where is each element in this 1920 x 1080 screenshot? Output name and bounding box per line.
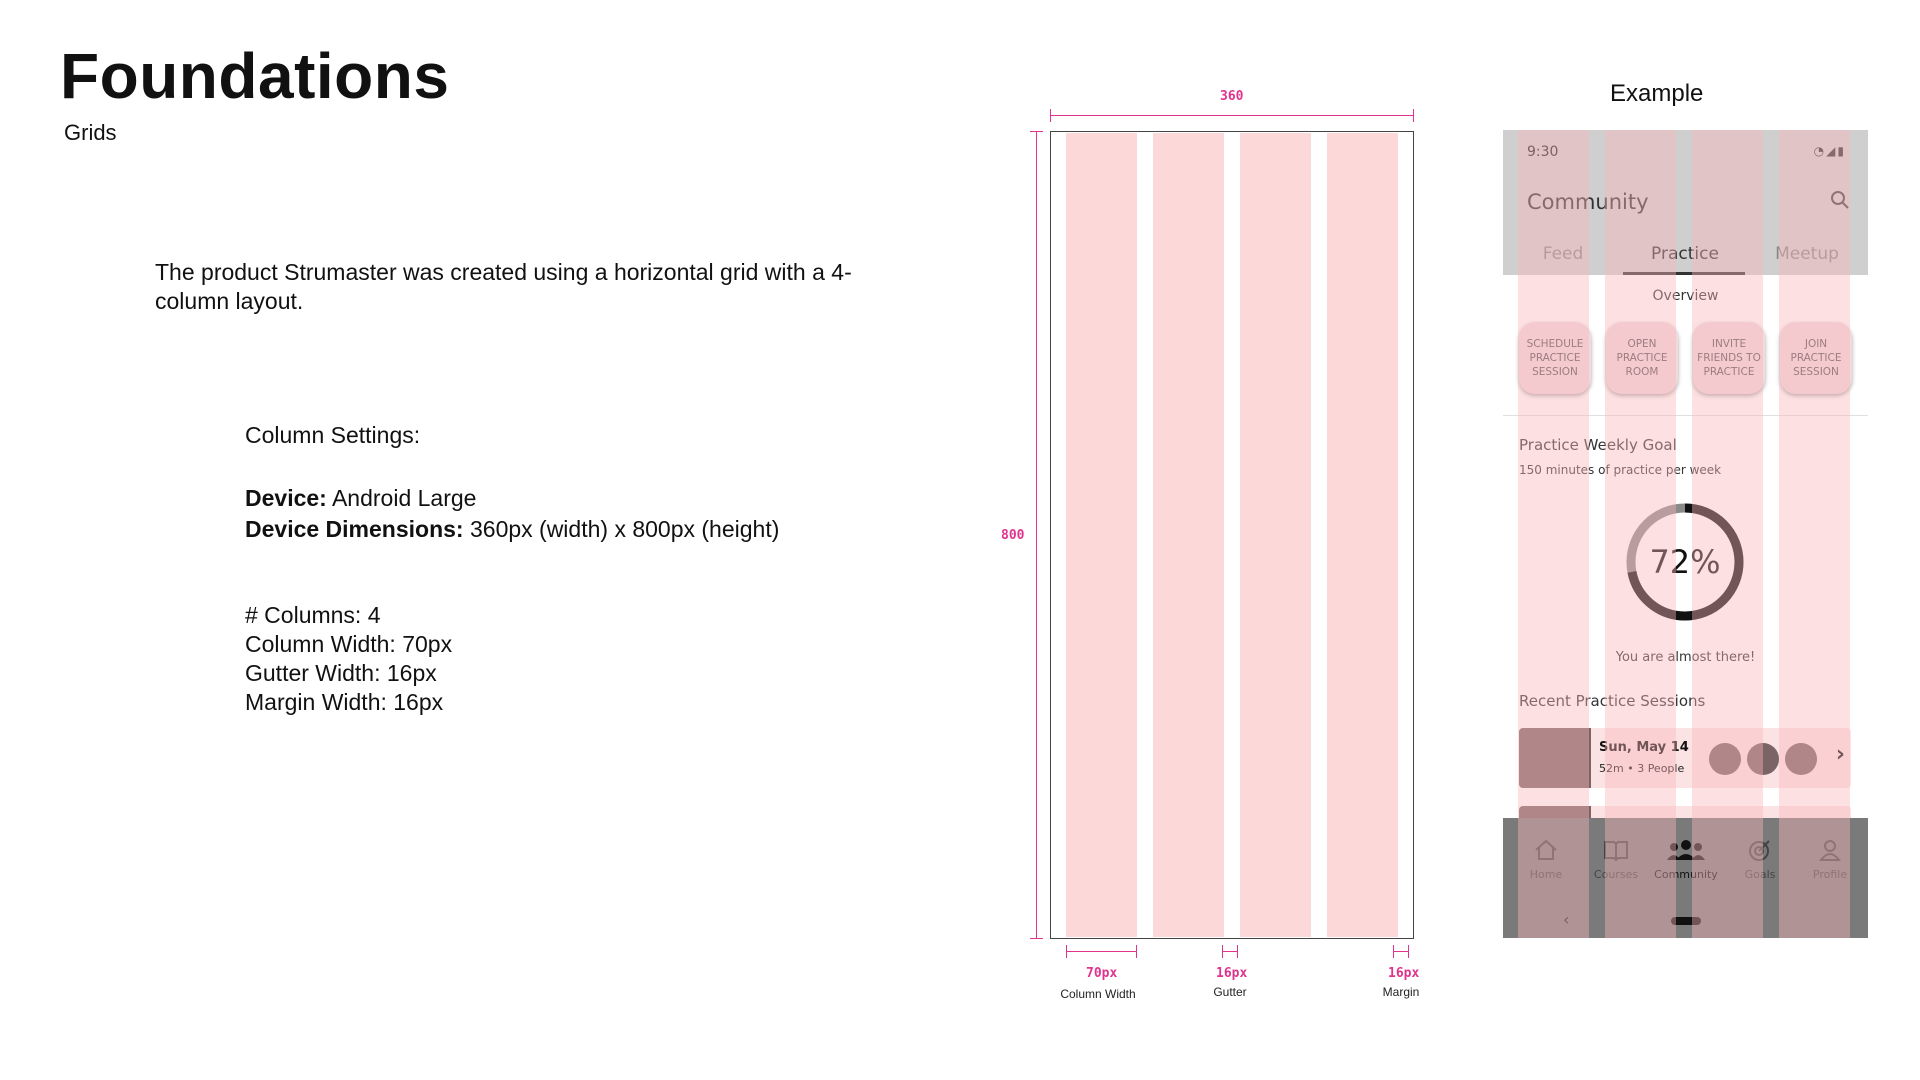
invite-friends-button[interactable]: INVITE FRIENDS TO PRACTICE (1693, 322, 1765, 394)
grid-column-3 (1240, 133, 1311, 937)
device-value: Android Large (331, 485, 477, 511)
gutter-value: 16px (1216, 966, 1248, 981)
width-dimension-line (1050, 115, 1414, 116)
join-practice-button[interactable]: JOIN PRACTICE SESSION (1780, 322, 1852, 394)
width-dimension-tick-right (1413, 109, 1414, 122)
session-thumbnail (1519, 728, 1591, 788)
column-width-marker-tick-right (1136, 945, 1137, 958)
settings-heading: Column Settings: (245, 422, 421, 448)
example-phone (1503, 130, 1868, 938)
goal-percent: 72% (1649, 543, 1721, 581)
tab-meetup[interactable]: Meetup (1775, 244, 1839, 264)
status-time: 9:30 (1527, 144, 1559, 160)
height-dimension-tick-top (1030, 131, 1043, 132)
margin-marker-line (1393, 951, 1409, 952)
device-label: Device: (245, 485, 327, 511)
recent-sessions-title: Recent Practice Sessions (1519, 692, 1706, 710)
spec-gutter-width: Gutter Width: 16px (245, 660, 437, 686)
active-tab-indicator (1623, 272, 1745, 275)
nav-courses[interactable] (1581, 838, 1651, 881)
goal-title: Practice Weekly Goal (1519, 436, 1677, 454)
nav-community[interactable] (1651, 838, 1721, 881)
nav-home[interactable] (1511, 838, 1581, 881)
spec-margin-width: Margin Width: 16px (245, 689, 444, 715)
page-title: Foundations (60, 40, 450, 112)
height-dimension-line (1036, 131, 1037, 939)
column-width-caption: Column Width (1060, 987, 1136, 1001)
column-specs (245, 601, 779, 717)
goal-subtitle: 150 minutes of practice per week (1519, 463, 1722, 477)
intro-text: The product Strumaster was created using a horizontal grid with a 4-column layout. (155, 259, 852, 314)
goal-message: You are almost there! (1615, 650, 1756, 665)
open-practice-room-button[interactable]: OPEN PRACTICE ROOM (1606, 322, 1678, 394)
session-date: Sun, May 14 (1599, 740, 1689, 755)
battery-icon: ▮ (1837, 144, 1846, 158)
gutter-marker-line (1222, 951, 1238, 952)
overview-heading: Overview (1652, 288, 1719, 304)
home-icon (1533, 838, 1559, 862)
dimensions-value: 360px (width) x 800px (height) (469, 516, 780, 542)
column-width-marker-line (1066, 951, 1137, 952)
nav-label-goals: Goals (1744, 868, 1776, 881)
gutter-caption: Gutter (1213, 985, 1247, 999)
page-subtitle: Grids (64, 120, 117, 145)
chevron-right-icon[interactable]: › (1835, 742, 1845, 767)
spec-columns: # Columns: 4 (245, 602, 381, 628)
grid-column-2 (1153, 133, 1224, 937)
status-icons (1814, 144, 1846, 158)
nav-profile[interactable] (1795, 838, 1865, 881)
spec-column-width: Column Width: 70px (245, 631, 453, 657)
goal-progress-ring (1625, 502, 1745, 622)
nav-label-profile: Profile (1812, 868, 1848, 881)
tab-practice[interactable]: Practice (1651, 244, 1719, 264)
dimensions-label: Device Dimensions: (245, 516, 464, 542)
margin-value: 16px (1388, 966, 1420, 981)
session-card[interactable] (1519, 728, 1851, 788)
nav-label-home: Home (1529, 868, 1563, 881)
device-line (245, 483, 779, 514)
column-settings (245, 420, 779, 717)
dimensions-line (245, 514, 779, 545)
signal-icon: ◢ (1826, 144, 1838, 158)
back-icon[interactable]: ‹ (1563, 910, 1570, 929)
grid-column-4 (1327, 133, 1398, 937)
wifi-icon: ◔ (1813, 144, 1827, 158)
person-icon (1817, 838, 1843, 862)
avatar (1785, 743, 1817, 775)
margin-caption: Margin (1382, 985, 1420, 999)
tab-feed[interactable]: Feed (1542, 244, 1584, 264)
nav-goals[interactable] (1725, 838, 1795, 881)
height-dimension-tick-bottom (1030, 938, 1043, 939)
column-width-marker-tick-left (1066, 945, 1067, 958)
avatar (1747, 743, 1779, 775)
app-title: Community (1527, 190, 1649, 214)
nav-label-courses: Courses (1593, 868, 1639, 881)
schedule-practice-button[interactable]: SCHEDULE PRACTICE SESSION (1519, 322, 1591, 394)
section-divider (1503, 415, 1868, 416)
search-icon[interactable] (1828, 188, 1852, 212)
column-width-value: 70px (1086, 966, 1118, 981)
margin-marker-tick-left (1393, 945, 1394, 958)
book-icon (1602, 838, 1630, 862)
session-meta: 52m • 3 People (1599, 762, 1685, 775)
margin-marker-tick-right (1408, 945, 1409, 958)
bottom-navigation (1503, 818, 1868, 938)
avatar (1709, 743, 1741, 775)
grid-column-1 (1066, 133, 1137, 937)
app-bar (1503, 130, 1868, 275)
target-icon (1747, 838, 1773, 862)
gutter-marker-tick-right (1237, 945, 1238, 958)
height-dimension-label: 800 (1001, 528, 1025, 543)
nav-label-community: Community (1654, 868, 1718, 881)
width-dimension-tick-left (1050, 109, 1051, 122)
grid-frame (1050, 131, 1414, 939)
width-dimension-label: 360 (1220, 89, 1244, 104)
example-label: Example (1610, 80, 1704, 107)
people-icon (1666, 838, 1706, 862)
home-gesture-bar[interactable] (1671, 917, 1701, 925)
gutter-marker-tick-left (1222, 945, 1223, 958)
